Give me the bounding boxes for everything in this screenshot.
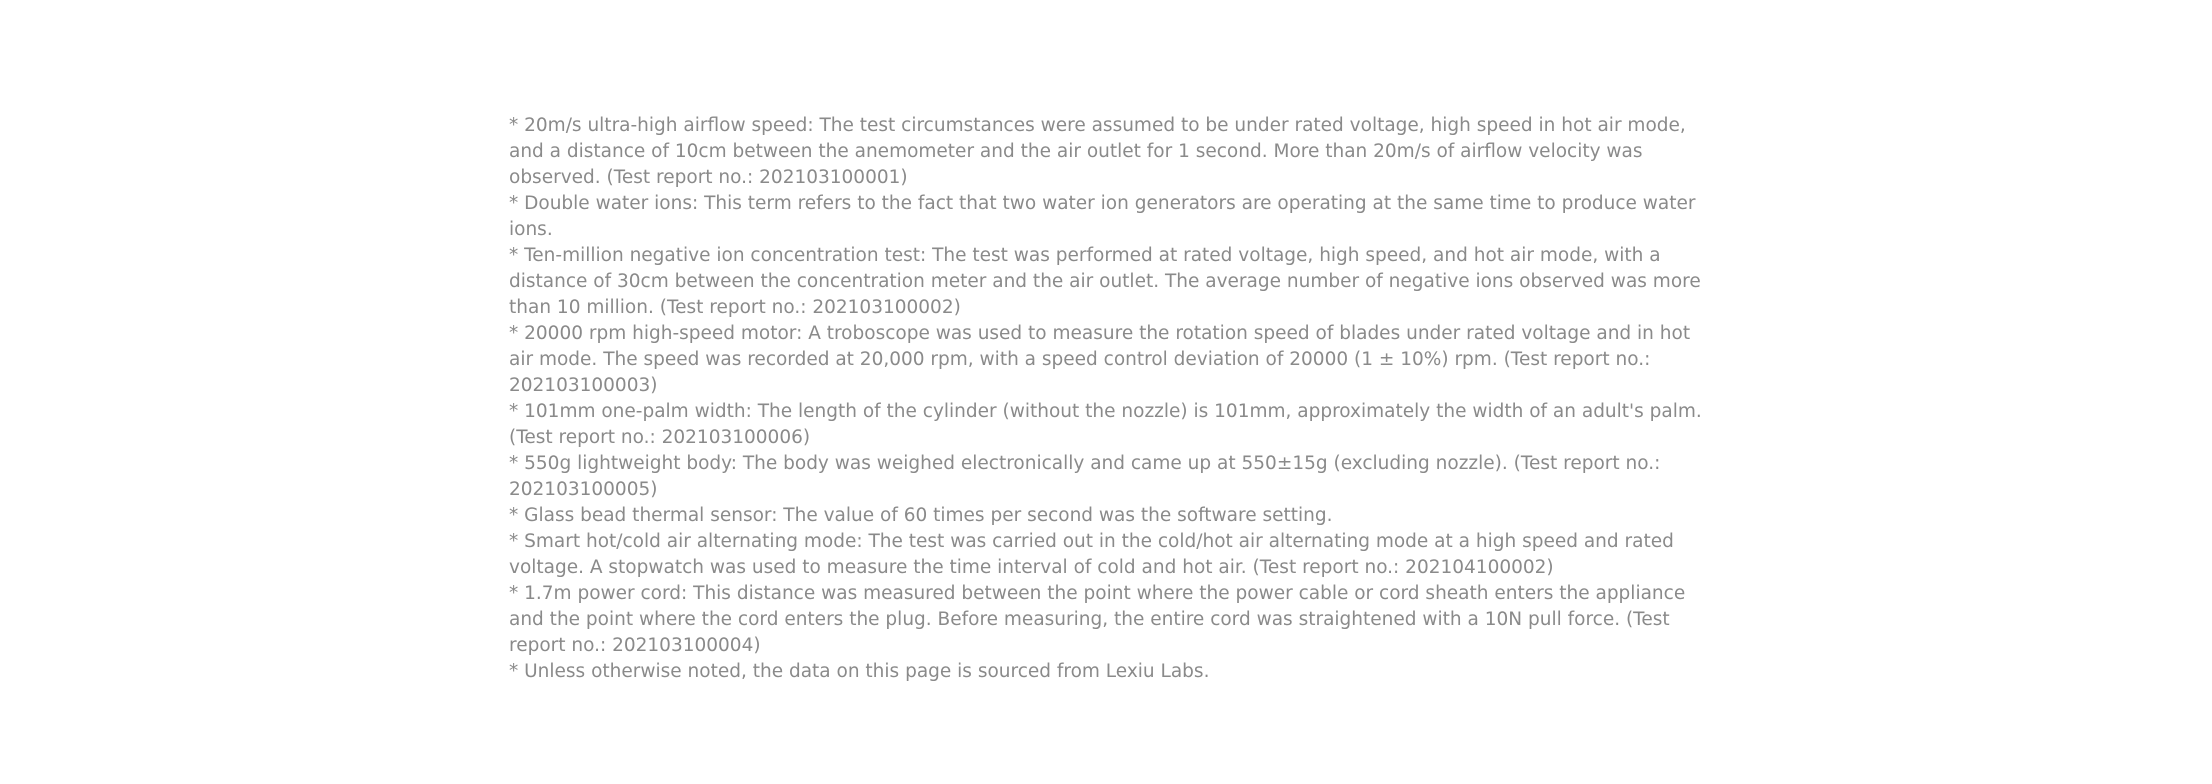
note-data-source: * Unless otherwise noted, the data on this page is sourced from Lexiu Labs. [509, 661, 1210, 682]
note-double-water-ions: * Double water ions: This term refers to the fact that two water ion generators are operating at the same time to produce water ions. [509, 193, 1696, 240]
note-power-cord: * 1.7m power cord: This distance was measured between the point where the power cable or cord sheath enters the appliance and the point where the cord enters the plug. Before measuring, the entire cord was straightened with a 10N pull force. (Test report no.: 202103100004) [509, 583, 1686, 656]
note-one-palm-width: * 101mm one-palm width: The length of the cylinder (without the nozzle) is 101mm, approximately the width of an adult's palm. (Test report no.: 202103100006) [509, 401, 1702, 448]
note-airflow-speed: * 20m/s ultra-high airflow speed: The test circumstances were assumed to be under rated voltage, high speed in hot air mode, and a distance of 10cm between the anemometer and the air outlet for 1 second. More than 20m/s of airflow velocity was observed. (Test report no.: 202103100001) [509, 115, 1686, 188]
note-alternating-mode: * Smart hot/cold air alternating mode: The test was carried out in the cold/hot air alternating mode at a high speed and rated voltage. A stopwatch was used to measure the time interval of cold and hot air. (Test report no.: 202104100002) [509, 531, 1674, 578]
note-negative-ion-concentration: * Ten-million negative ion concentration test: The test was performed at rated voltage, high speed, and hot air mode, with a distance of 30cm between the concentration meter and the air outlet. The average number of negative ions observed was more than 10 million. (Test report no.: 202103100002) [509, 245, 1701, 318]
disclaimer-notes-list [509, 113, 1709, 685]
note-high-speed-motor: * 20000 rpm high-speed motor: A troboscope was used to measure the rotation speed of blades under rated voltage and in hot air mode. The speed was recorded at 20,000 rpm, with a speed control deviation of 20000 (1 ± 10%) rpm. (Test report no.: 202103100003) [509, 323, 1691, 396]
note-lightweight-body: * 550g lightweight body: The body was weighed electronically and came up at 550±15g (excluding nozzle). (Test report no.: 202103100005) [509, 453, 1661, 500]
note-thermal-sensor: * Glass bead thermal sensor: The value of 60 times per second was the software setting. [509, 505, 1333, 526]
